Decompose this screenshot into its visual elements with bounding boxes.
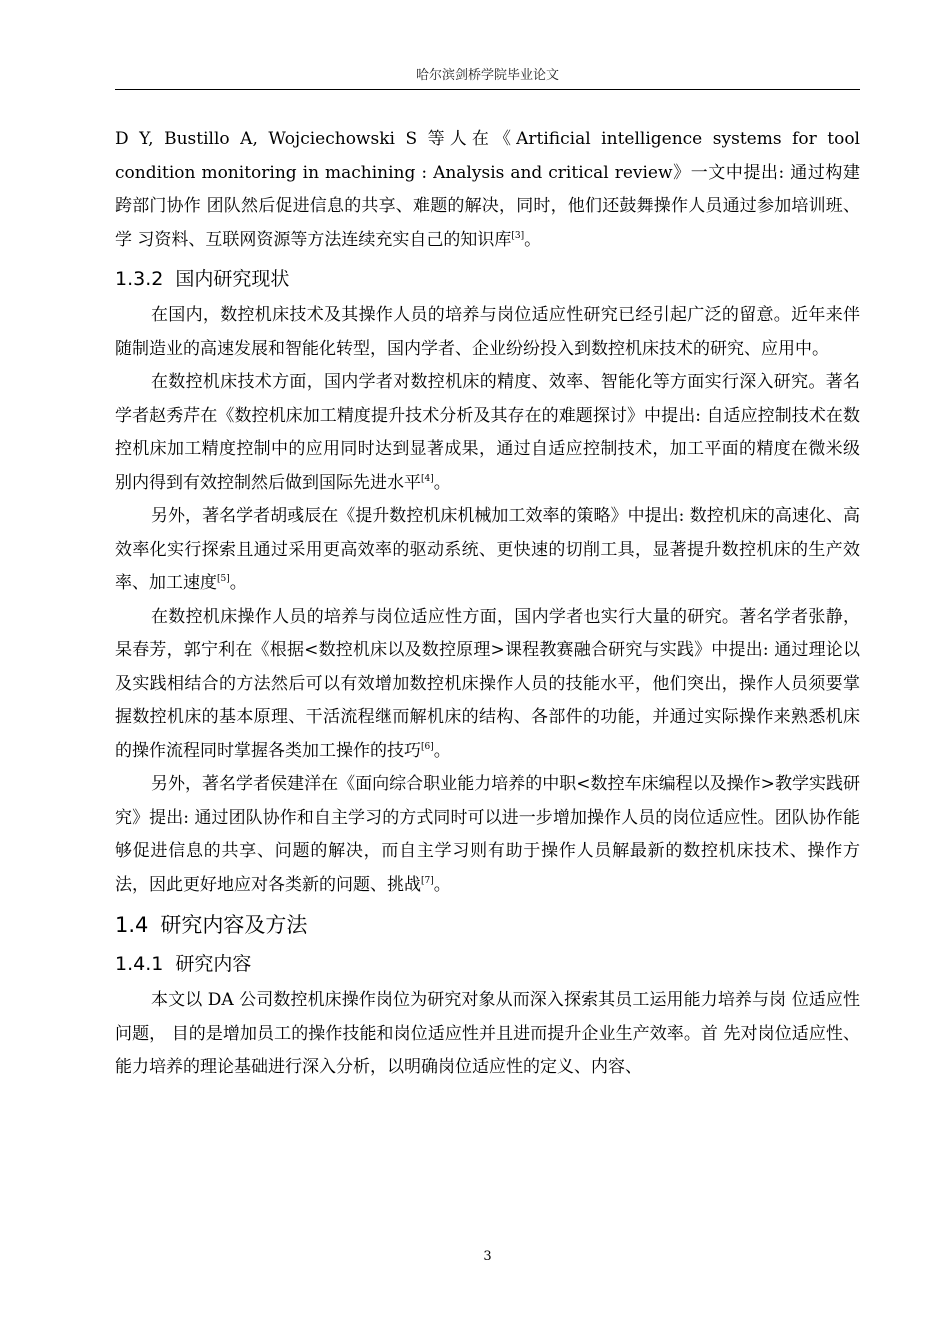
section-title: 国内研究现状	[175, 268, 290, 290]
citation: [7]	[421, 875, 434, 886]
paragraph	[115, 768, 860, 902]
paragraph-text: 在数控机床技术方面，国内学者对数控机床的精度、效率、智能化等方面实行深入研究。著名学者赵秀芹在《数控机床加工精度提升技术分析及其存在的难题探讨》中提出: 自适应控制技术在数控机床加工精度控制中的应用同时达到显著成果，通过自适应控制技术，加工平面的精度在微米级别内得到有效控制然后做到国际先进水平	[115, 372, 860, 493]
paragraph	[115, 984, 860, 1085]
paragraph	[115, 299, 860, 366]
paragraph-end: 。	[524, 229, 542, 250]
paragraph-end: 。	[433, 874, 451, 895]
citation: [4]	[421, 473, 434, 484]
paragraph-text: 另外，著名学者侯建洋在《面向综合职业能力培养的中职<数控车床编程以及操作>教学实践研究》提出: 通过团队协作和自主学习的方式同时可以进一步增加操作人员的岗位适应性。团队协作能够促进信息的共享、问题的解决，而自主学习则有助于操作人员解最新的数控机床技术、操作方法，因此更好地应对各类新的问题、挑战	[115, 774, 860, 895]
paragraph-text: D Y, Bustillo A, Wojciechowski S 等人在《Artificial intelligence systems for tool condition monitoring in machining : Analysis and critical review》一文中提出: 通过构建跨部门协作 团队然后促进信息的共享、难题的解决，同时，他们还鼓舞操作人员通过参加培训班、学 习资料、互联网资源等方法连续充实自己的知识库	[115, 129, 860, 250]
paragraph	[115, 366, 860, 500]
section-title: 研究内容	[175, 953, 252, 975]
section-number: 1.4	[115, 913, 149, 937]
header-divider	[115, 89, 860, 90]
paragraph-text: 另外，著名学者胡彧辰在《提升数控机床机械加工效率的策略》中提出: 数控机床的高速化、高效率化实行探索且通过采用更高效率的驱动系统、更快速的切削工具，显著提升数控机床的生产效率、加工速度	[115, 506, 860, 593]
page-header: 哈尔滨剑桥学院毕业论文	[415, 68, 559, 83]
section-heading-1-4	[115, 912, 860, 938]
section-number: 1.4.1	[115, 953, 164, 975]
citation: [6]	[421, 741, 434, 752]
section-heading-1-4-1	[115, 952, 860, 976]
paragraph	[115, 500, 860, 601]
citation: [3]	[511, 230, 525, 241]
paragraph-text: 本文以 DA 公司数控机床操作岗位为研究对象从而深入探索其员工运用能力培养与岗 位适应性问题， 目的是增加员工的操作技能和岗位适应性并且进而提升企业生产效率。首 先对岗位适应性、能力培养的理论基础进行深入分析，以明确岗位适应性的定义、内容、	[115, 990, 860, 1077]
paragraph-text: 在数控机床操作人员的培养与岗位适应性方面，国内学者也实行大量的研究。著名学者张静，杲春芳，郭宁利在《根据<数控机床以及数控原理>课程教赛融合研究与实践》中提出: 通过理论以及实践相结合的方法然后可以有效增加数控机床操作人员的技能水平，他们突出，操作人员须要掌握数控机床的基本原理、干活流程继而解机床的结构、各部件的功能，并通过实际操作来熟悉机床的操作流程同时掌握各类加工操作的技巧	[115, 606, 860, 761]
paragraph-end: 。	[433, 740, 451, 761]
paragraph	[115, 123, 860, 257]
document-body	[115, 123, 860, 1085]
section-heading-1-3-2	[115, 267, 860, 291]
section-title: 研究内容及方法	[160, 913, 308, 937]
section-number: 1.3.2	[115, 268, 164, 290]
paragraph-end: 。	[433, 472, 451, 493]
paragraph-end: 。	[229, 573, 247, 593]
paragraph	[115, 601, 860, 769]
citation: [5]	[217, 574, 230, 584]
page-number: 3	[483, 1249, 492, 1264]
paragraph-text: 在国内，数控机床技术及其操作人员的培养与岗位适应性研究已经引起广泛的留意。近年来伴随制造业的高速发展和智能化转型，国内学者、企业纷纷投入到数控机床技术的研究、应用中。	[115, 305, 860, 359]
